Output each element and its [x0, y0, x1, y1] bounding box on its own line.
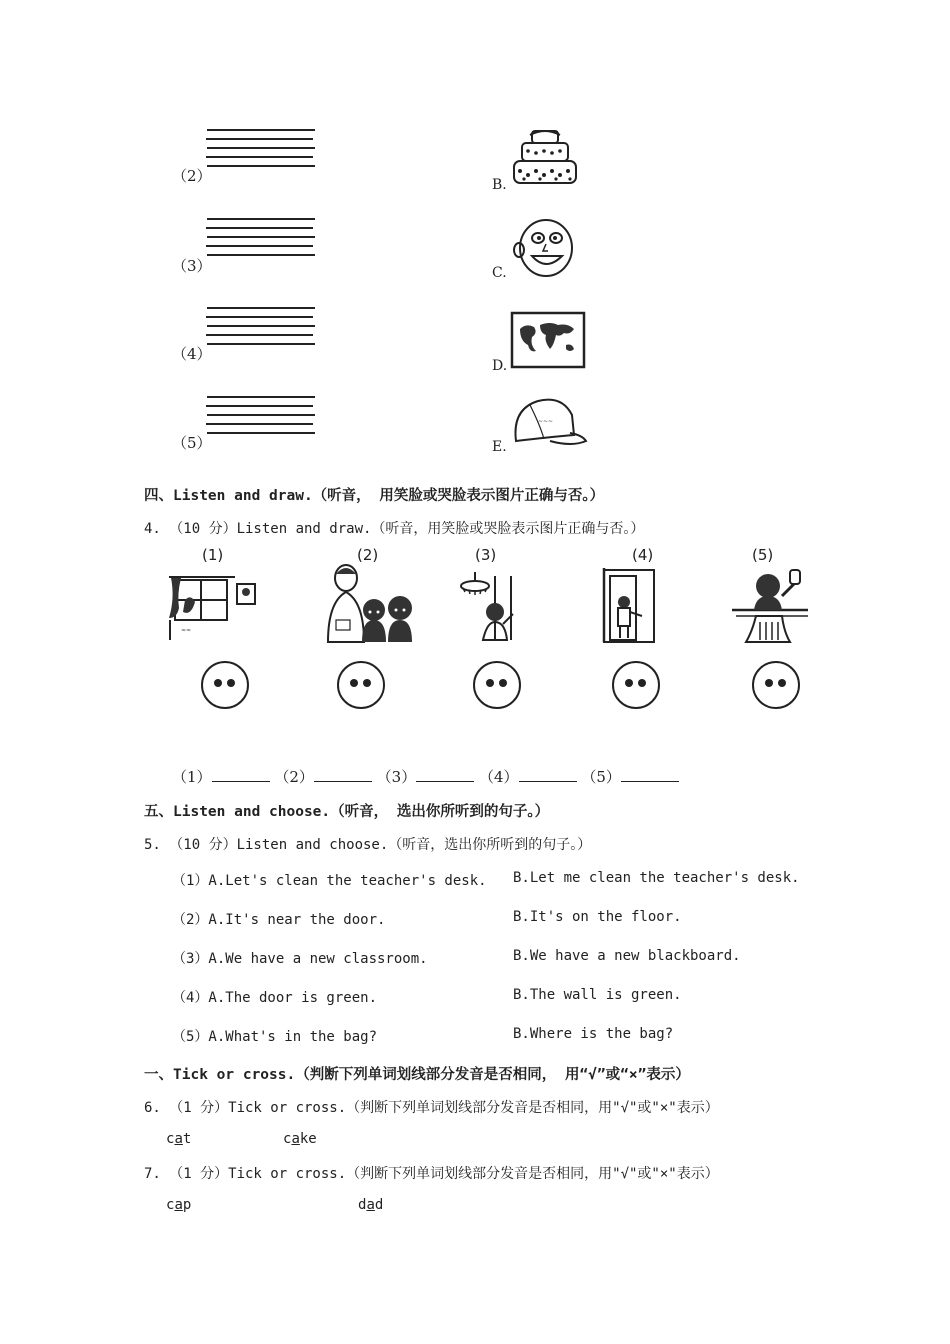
- answer-blank[interactable]: [621, 769, 679, 782]
- smiley-face-icon[interactable]: [337, 661, 385, 709]
- picture-number: (5): [752, 546, 774, 564]
- writing-lines: [207, 129, 315, 174]
- option-b[interactable]: B.Where is the bag?: [513, 1026, 674, 1042]
- answer-label: （1）: [172, 768, 212, 786]
- word: dad: [358, 1197, 384, 1213]
- option-a[interactable]: （3）A.We have a new classroom.: [172, 951, 428, 967]
- answer-row: [172, 766, 679, 787]
- picture-number: (2): [357, 546, 379, 564]
- cap-icon: [510, 395, 588, 451]
- item-number: （5）: [172, 434, 212, 452]
- answer-label: （5）: [581, 768, 621, 786]
- board-picture-icon: [730, 566, 810, 644]
- item-number: （3）: [172, 257, 212, 275]
- writing-lines: [207, 307, 315, 352]
- option-label: D.: [492, 358, 508, 374]
- option-b[interactable]: B.It's on the floor.: [513, 909, 682, 925]
- picture-number: (3): [475, 546, 497, 564]
- picture-number: (4): [632, 546, 654, 564]
- question-7: 7. （1 分）Tick or cross.（判断下列单词划线部分发音是否相同，用"√"或"×"表示）: [144, 1166, 719, 1182]
- answer-blank[interactable]: [212, 769, 270, 782]
- writing-lines: [207, 218, 315, 263]
- section1-heading: 一、Tick or cross.（判断下列单词划线部分发音是否相同， 用“√”或“×”表示）: [144, 1067, 690, 1083]
- question-4: 4. （10 分）Listen and draw.（听音，用笑脸或哭脸表示图片正确与否。）: [144, 521, 645, 537]
- door-picture-icon: [600, 566, 660, 644]
- option-a[interactable]: （5）A.What's in the bag?: [172, 1029, 378, 1045]
- smiley-face-icon[interactable]: [201, 661, 249, 709]
- answer-label: （4）: [478, 768, 519, 786]
- svg-text:~~~: ~~~: [538, 418, 554, 425]
- writing-lines: [207, 396, 315, 441]
- item-number: （4）: [172, 345, 212, 363]
- answer-blank[interactable]: [416, 769, 474, 782]
- svg-text:≈≈: ≈≈: [181, 627, 192, 634]
- cake-icon: [510, 127, 580, 189]
- option-b[interactable]: B.We have a new blackboard.: [513, 948, 741, 964]
- option-b[interactable]: B.The wall is green.: [513, 987, 682, 1003]
- picture-number: (1): [202, 546, 224, 564]
- section5-heading: 五、Listen and choose.（听音， 选出你所听到的句子。）: [144, 804, 550, 820]
- face-icon: [510, 216, 576, 280]
- item-number: （2）: [172, 167, 212, 185]
- word: cat: [166, 1131, 192, 1147]
- smiley-face-icon[interactable]: [612, 661, 660, 709]
- answer-label: （2）: [274, 768, 314, 786]
- option-b[interactable]: B.Let me clean the teacher's desk.: [513, 870, 800, 886]
- answer-blank[interactable]: [519, 769, 577, 782]
- option-label: E.: [492, 439, 507, 455]
- map-icon: [510, 311, 586, 369]
- answer-blank[interactable]: [314, 769, 372, 782]
- answer-label: （3）: [376, 768, 417, 786]
- word: cap: [166, 1197, 192, 1213]
- question-6: 6. （1 分）Tick or cross.（判断下列单词划线部分发音是否相同，用"√"或"×"表示）: [144, 1100, 719, 1116]
- section4-heading: 四、Listen and draw.（听音， 用笑脸或哭脸表示图片正确与否。）: [144, 488, 605, 504]
- option-a[interactable]: （4）A.The door is green.: [172, 990, 378, 1006]
- word: cake: [283, 1131, 317, 1147]
- question-5: 5. （10 分）Listen and choose.（听音，选出你所听到的句子。）: [144, 837, 592, 853]
- option-a[interactable]: （2）A.It's near the door.: [172, 912, 386, 928]
- window-picture-icon: [165, 570, 263, 644]
- option-label: B.: [492, 177, 507, 193]
- option-a[interactable]: （1）A.Let's clean the teacher's desk.: [172, 873, 487, 889]
- smiley-face-icon[interactable]: [752, 661, 800, 709]
- option-label: C.: [492, 265, 507, 281]
- smiley-face-icon[interactable]: [473, 661, 521, 709]
- light-picture-icon: [455, 570, 525, 644]
- family-picture-icon: [322, 564, 420, 644]
